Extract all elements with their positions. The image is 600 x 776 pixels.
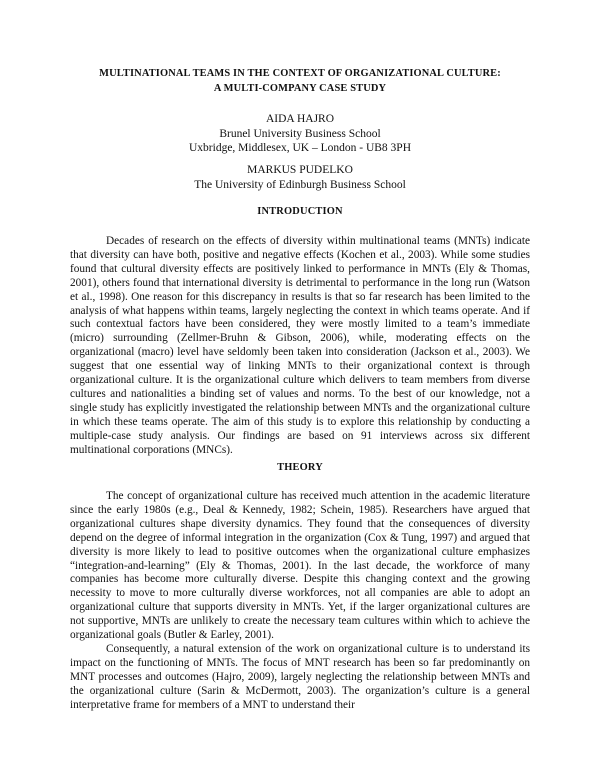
theory-body — [70, 490, 530, 713]
author-block-2 — [70, 163, 530, 192]
author-name: AIDA HAJRO — [265, 113, 335, 125]
author-address: Uxbridge, Middlesex, UK – London - UB8 3PH — [189, 142, 411, 155]
paragraph: Decades of research on the effects of diversity within multinational teams (MNTs) indicate that diversity can have both, positive and negative effects (Kochen et al., 2003). While some studies found that cultural diversity effects are positively linked to performance in MNTs (Ely & Thomas, 2001), others found that international diversity is detrimental to performance in the long run (Watson et al., 1998). One reason for this discrepancy in results is that so far research has been limited to the analysis of what happens within teams, largely neglecting the context in which teams operate. And if such contextual factors have been considered, they were mostly limited to a team’s immediate (micro) surrounding (Zellmer-Bruhn & Gibson, 2006), while, moderating effects on the organizational (macro) level have seldomly been taken into consideration (Jackson et al., 2003). We suggest that one essential way of linking MNTs to their organizational context is through organizational culture. It is the organizational culture which delivers to team members from diverse cultures and nationalities a binding set of values and norms. To the best of our knowledge, not a single study has explicitly investigated the relationship between MNTs and the organizational culture in which these teams operate. The aim of this study is to explore this relationship by conducting a multiple-case study analysis. Our findings are based on 91 interviews across six different multinational corporations (MNCs). — [70, 235, 530, 456]
section-heading-theory: THEORY — [277, 462, 323, 473]
title-line-2: A MULTI-COMPANY CASE STUDY — [213, 82, 387, 94]
paper-title — [70, 67, 530, 96]
author-affiliation: The University of Edinburgh Business School — [194, 178, 406, 191]
section-heading-introduction: INTRODUCTION — [257, 206, 343, 217]
paragraph: Consequently, a natural extension of the work on organizational culture is to understand its impact on the functioning of MNTs. The focus of MNT research has been so far predominantly on MNT processes and outcomes (Hajro, 2009), largely neglecting the relationship between MNTs and the organizational culture (Sarin & McDermott, 2003). The organization’s culture is a general interpretative frame for members of a MNT to understand their — [70, 642, 530, 711]
paragraph: The concept of organizational culture has received much attention in the academic literature since the early 1980s (e.g., Deal & Kennedy, 1982; Schein, 1985). Researchers have argued that organizational cultures shape diversity dynamics. They found that the consequences of diversity depend on the degree of informal integration in the organization (Cox & Tung, 1997) and argued that diversity is more likely to lead to positive outcomes when the organizational culture emphasizes “integration-and-learning” (Ely & Thomas, 2001). In the last decade, the workforce of many companies has become more culturally diverse. Despite this changing context and the growing necessity to move to more culturally diverse workforces, not all companies are able to adopt an organizational culture that supports diversity in MNTs. Yet, if the larger organizational cultures are not supportive, MNTs are unlikely to create the necessary team cultures within which to achieve the organizational goals (Butler & Earley, 2001). — [70, 490, 530, 642]
author-block-1 — [70, 112, 530, 156]
introduction-body — [70, 235, 530, 458]
author-affiliation: Brunel University Business School — [219, 127, 381, 140]
author-name: MARKUS PUDELKO — [247, 164, 353, 176]
title-line-1: MULTINATIONAL TEAMS IN THE CONTEXT OF ORGANIZATIONAL CULTURE: — [99, 68, 501, 79]
